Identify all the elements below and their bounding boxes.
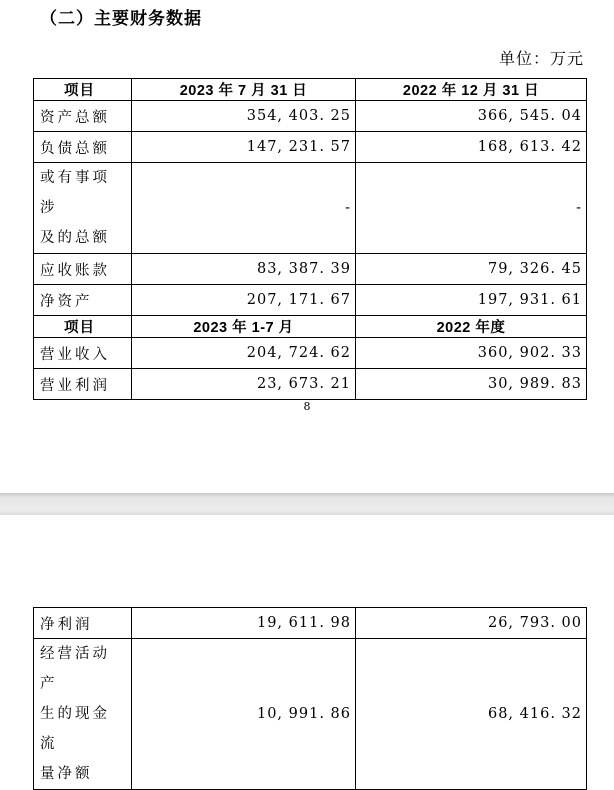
row-value-1: 19, 611. 98 xyxy=(132,608,356,639)
header-period-1: 2023 年 1-7 月 xyxy=(132,316,356,338)
page-separator xyxy=(0,493,614,515)
row-value-2: - xyxy=(356,163,587,254)
row-value-1: 207, 171. 67 xyxy=(132,285,356,316)
row-label xyxy=(34,163,132,254)
row-value-1: 147, 231. 57 xyxy=(132,132,356,163)
row-value-2: 68, 416. 32 xyxy=(356,639,587,790)
row-value-1: - xyxy=(132,163,356,254)
row-label: 净资产 xyxy=(34,285,132,316)
row-value-2: 197, 931. 61 xyxy=(356,285,587,316)
header-item: 项目 xyxy=(34,79,132,101)
row-label-line: 量净额 xyxy=(40,766,93,782)
financial-table-1 xyxy=(33,78,587,400)
table-row xyxy=(34,338,587,369)
row-value-1: 204, 724. 62 xyxy=(132,338,356,369)
row-value-2: 79, 326. 45 xyxy=(356,254,587,285)
row-value-1: 10, 991. 86 xyxy=(132,639,356,790)
row-label: 资产总额 xyxy=(34,101,132,132)
row-label: 净利润 xyxy=(34,608,132,639)
header-date-2: 2022 年 12 月 31 日 xyxy=(356,79,587,101)
table-header-row xyxy=(34,79,587,101)
table-row xyxy=(34,254,587,285)
row-value-1: 83, 387. 39 xyxy=(132,254,356,285)
row-label: 营业利润 xyxy=(34,369,132,400)
row-value-2: 168, 613. 42 xyxy=(356,132,587,163)
table-header-row xyxy=(34,316,587,338)
row-value-2: 26, 793. 00 xyxy=(356,608,587,639)
financial-table-2 xyxy=(33,607,587,790)
header-period-2: 2022 年度 xyxy=(356,316,587,338)
page-number: 8 xyxy=(303,400,311,413)
row-label-line: 生的现金流 xyxy=(40,706,110,752)
row-value-1: 354, 403. 25 xyxy=(132,101,356,132)
section-title: （二）主要财务数据 xyxy=(40,9,202,29)
row-label-line: 及的总额 xyxy=(40,230,110,246)
table-row xyxy=(34,285,587,316)
row-label xyxy=(34,639,132,790)
table-row xyxy=(34,163,587,254)
row-label-line: 或有事项涉 xyxy=(40,170,110,216)
table-row xyxy=(34,639,587,790)
table-row xyxy=(34,608,587,639)
row-label: 应收账款 xyxy=(34,254,132,285)
header-item: 项目 xyxy=(34,316,132,338)
page-bottom xyxy=(0,515,614,782)
table-row xyxy=(34,369,587,400)
table-row xyxy=(34,132,587,163)
row-value-2: 360, 902. 33 xyxy=(356,338,587,369)
row-label: 负债总额 xyxy=(34,132,132,163)
unit-label: 单位：万元 xyxy=(498,49,584,68)
row-label-line: 经营活动产 xyxy=(40,646,110,692)
row-value-1: 23, 673. 21 xyxy=(132,369,356,400)
header-date-1: 2023 年 7 月 31 日 xyxy=(132,79,356,101)
row-label: 营业收入 xyxy=(34,338,132,369)
table-row xyxy=(34,101,587,132)
row-value-2: 30, 989. 83 xyxy=(356,369,587,400)
row-value-2: 366, 545. 04 xyxy=(356,101,587,132)
